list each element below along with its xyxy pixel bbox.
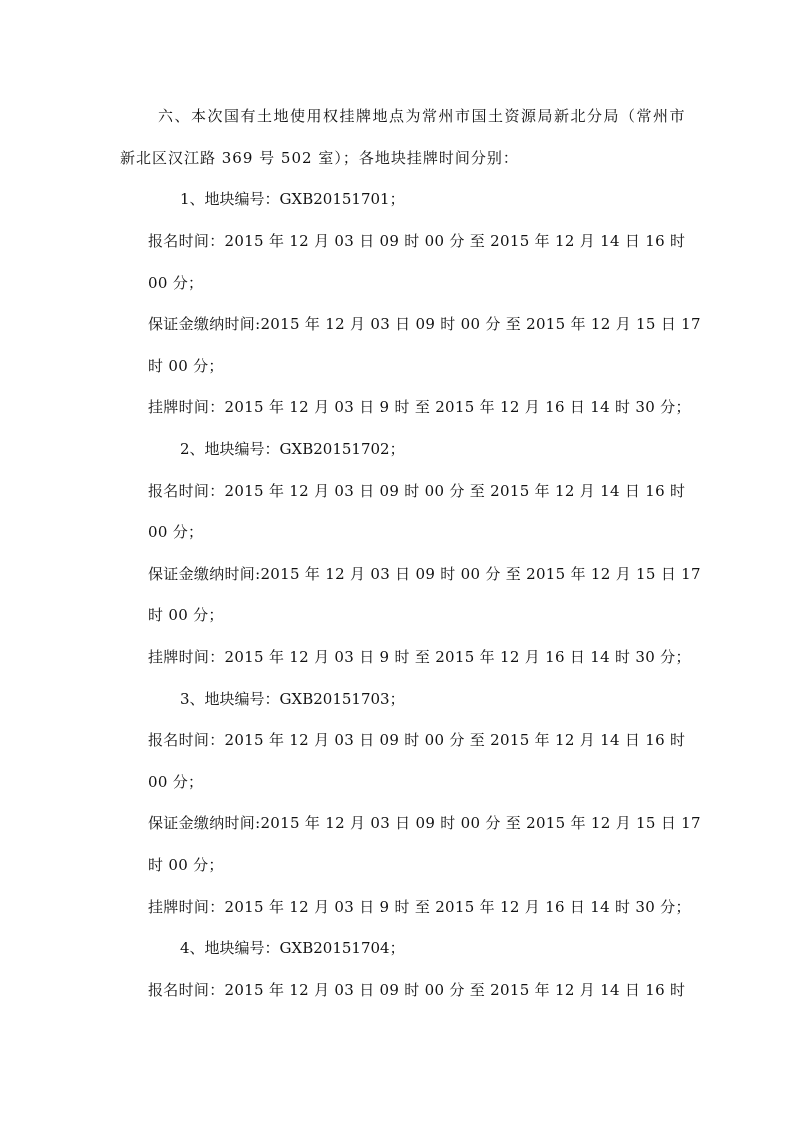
parcel-1-registration-time: 报名时间：2015 年 12 月 03 日 09 时 00 分 至 2015 年 12 月 14 日 16 时 <box>148 232 686 250</box>
parcel-2-deposit-time: 保证金缴纳时间:2015 年 12 月 03 日 09 时 00 分 至 2015 年 12 月 15 日 17 <box>148 565 701 583</box>
parcel-3-header: 3、地块编号：GXB20151703； <box>180 690 405 708</box>
parcel-2-deposit-time-cont: 时 00 分； <box>148 606 224 624</box>
parcel-3-deposit-time-cont: 时 00 分； <box>148 856 224 874</box>
parcel-1-registration-time-cont: 00 分； <box>148 274 204 292</box>
parcel-1-header: 1、地块编号：GXB20151701； <box>180 190 405 208</box>
parcel-2-listing-time: 挂牌时间：2015 年 12 月 03 日 9 时 至 2015 年 12 月 16 日 14 时 30 分； <box>148 648 691 666</box>
parcel-3-registration-time: 报名时间：2015 年 12 月 03 日 09 时 00 分 至 2015 年 12 月 14 日 16 时 <box>148 731 686 749</box>
parcel-3-listing-time: 挂牌时间：2015 年 12 月 03 日 9 时 至 2015 年 12 月 16 日 14 时 30 分； <box>148 898 691 916</box>
parcel-1-deposit-time: 保证金缴纳时间:2015 年 12 月 03 日 09 时 00 分 至 2015 年 12 月 15 日 17 <box>148 315 701 333</box>
parcel-3-registration-time-cont: 00 分； <box>148 773 204 791</box>
parcel-1-listing-time: 挂牌时间：2015 年 12 月 03 日 9 时 至 2015 年 12 月 16 日 14 时 30 分； <box>148 398 691 416</box>
parcel-4-header: 4、地块编号：GXB20151704； <box>180 939 405 957</box>
parcel-4-registration-time: 报名时间：2015 年 12 月 03 日 09 时 00 分 至 2015 年 12 月 14 日 16 时 <box>148 981 686 999</box>
intro-line-2: 新北区汉江路 369 号 502 室）；各地块挂牌时间分别： <box>120 149 519 167</box>
parcel-1-deposit-time-cont: 时 00 分； <box>148 357 224 375</box>
intro-line-1: 六、本次国有土地使用权挂牌地点为常州市国土资源局新北分局（常州市 <box>158 107 687 125</box>
parcel-2-registration-time-cont: 00 分； <box>148 523 204 541</box>
parcel-3-deposit-time: 保证金缴纳时间:2015 年 12 月 03 日 09 时 00 分 至 2015 年 12 月 15 日 17 <box>148 814 701 832</box>
parcel-2-registration-time: 报名时间：2015 年 12 月 03 日 09 时 00 分 至 2015 年 12 月 14 日 16 时 <box>148 482 686 500</box>
parcel-2-header: 2、地块编号：GXB20151702； <box>180 440 405 458</box>
